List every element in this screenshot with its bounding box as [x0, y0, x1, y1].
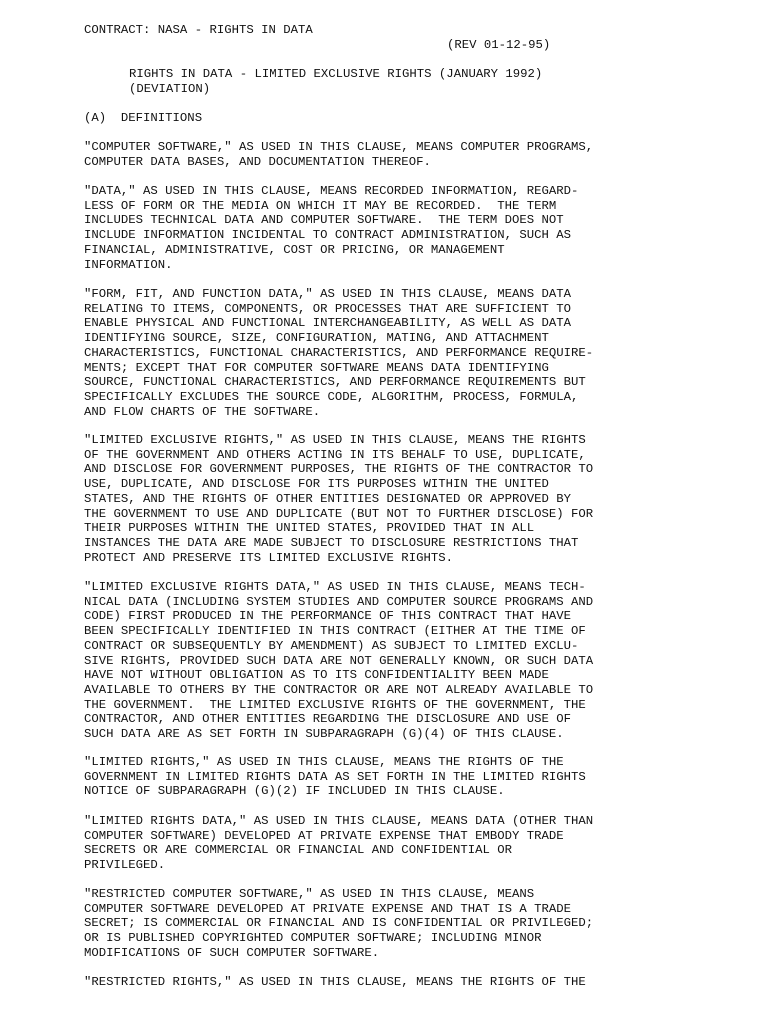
- definition-limited-exclusive-rights-data: "LIMITED EXCLUSIVE RIGHTS DATA," AS USED IN THIS CLAUSE, MEANS TECH- NICAL DATA (INCLUDING SYSTEM STUDIES AND COMPUTER SOURCE PROGRAMS AND CODE) FIRST PRODUCED IN THE PERFORMANCE OF THIS CONTRACT THAT HAVE BEEN SPECIFICALLY IDENTIFIED IN THIS CONTRACT (EITHER AT THE TIME OF CONTRACT OR SUBSEQUENTLY BY AMENDMENT) AS SUBJECT TO LIMITED EXCLU- SIVE RIGHTS, PROVIDED SUCH DATA ARE NOT GENERALLY KNOWN, OR SUCH DATA HAVE NOT WITHOUT OBLIGATION AS TO ITS CONFIDENTIALITY BEEN MADE AVAILABLE TO OTHERS BY THE CONTRACTOR OR ARE NOT ALREADY AVAILABLE TO THE GOVERNMENT. THE LIMITED EXCLUSIVE RIGHTS OF THE GOVERNMENT, THE CONTRACTOR, AND OTHER ENTITIES REGARDING THE DISCLOSURE AND USE OF SUCH DATA ARE AS SET FORTH IN SUBPARAGRAPH (G)(4) OF THIS CLAUSE.: [84, 580, 594, 742]
- section-heading: (A) DEFINITIONS: [84, 111, 203, 125]
- definition-limited-rights: "LIMITED RIGHTS," AS USED IN THIS CLAUSE, MEANS THE RIGHTS OF THE GOVERNMENT IN LIMITED RIGHTS DATA AS SET FORTH IN THE LIMITED RIGHTS NOTICE OF SUBPARAGRAPH (G)(2) IF INCLUDED IN THIS CLAUSE.: [84, 755, 586, 799]
- definition-restricted-computer-software: "RESTRICTED COMPUTER SOFTWARE," AS USED IN THIS CLAUSE, MEANS COMPUTER SOFTWARE DEVELOPED AT PRIVATE EXPENSE AND THAT IS A TRADE SECRET; IS COMMERCIAL OR FINANCIAL AND IS CONFIDENTIAL OR PRIVILEGED; OR IS PUBLISHED COPYRIGHTED COMPUTER SOFTWARE; INCLUDING MINOR MODIFICATIONS OF SUCH COMPUTER SOFTWARE.: [84, 887, 594, 960]
- clause-subtitle: (DEVIATION): [129, 82, 211, 96]
- definition-data: "DATA," AS USED IN THIS CLAUSE, MEANS RECORDED INFORMATION, REGARD- LESS OF FORM OR THE MEDIA ON WHICH IT MAY BE RECORDED. THE TERM INCLUDES TECHNICAL DATA AND COMPUTER SOFTWARE. THE TERM DOES NOT INCLUDE INFORMATION INCIDENTAL TO CONTRACT ADMINISTRATION, SUCH AS FINANCIAL, ADMINISTRATIVE, COST OR PRICING, OR MANAGEMENT INFORMATION.: [84, 184, 579, 272]
- definition-form-fit-function-data: "FORM, FIT, AND FUNCTION DATA," AS USED IN THIS CLAUSE, MEANS DATA RELATING TO ITEMS, COMPONENTS, OR PROCESSES THAT ARE SUFFICIENT TO ENABLE PHYSICAL AND FUNCTIONAL INTERCHANGEABILITY, AS WELL AS DATA IDENTIFYING SOURCE, SIZE, CONFIGURATION, MATING, AND ATTACHMENT CHARACTERISTICS, FUNCTIONAL CHARACTERISTICS, AND PERFORMANCE REQUIRE- MENTS; EXCEPT THAT FOR COMPUTER SOFTWARE MEANS DATA IDENTIFYING SOURCE, FUNCTIONAL CHARACTERISTICS, AND PERFORMANCE REQUIREMENTS BUT SPECIFICALLY EXCLUDES THE SOURCE CODE, ALGORITHM, PROCESS, FORMULA, AND FLOW CHARTS OF THE SOFTWARE.: [84, 287, 594, 419]
- revision-date: (REV 01-12-95): [447, 38, 551, 52]
- definition-limited-exclusive-rights: "LIMITED EXCLUSIVE RIGHTS," AS USED IN THIS CLAUSE, MEANS THE RIGHTS OF THE GOVERNMENT AND OTHERS ACTING IN ITS BEHALF TO USE, DUPLICATE, AND DISCLOSE FOR GOVERNMENT PURPOSES, THE RIGHTS OF THE CONTRACTOR TO USE, DUPLICATE, AND DISCLOSE FOR ITS PURPOSES WITHIN THE UNITED STATES, AND THE RIGHTS OF OTHER ENTITIES DESIGNATED OR APPROVED BY THE GOVERNMENT TO USE AND DUPLICATE (BUT NOT TO FURTHER DISCLOSE) FOR THEIR PURPOSES WITHIN THE UNITED STATES, PROVIDED THAT IN ALL INSTANCES THE DATA ARE MADE SUBJECT TO DISCLOSURE RESTRICTIONS THAT PROTECT AND PRESERVE ITS LIMITED EXCLUSIVE RIGHTS.: [84, 433, 594, 565]
- definition-computer-software: "COMPUTER SOFTWARE," AS USED IN THIS CLAUSE, MEANS COMPUTER PROGRAMS, COMPUTER DATA BASES, AND DOCUMENTATION THEREOF.: [84, 140, 594, 169]
- definition-limited-rights-data: "LIMITED RIGHTS DATA," AS USED IN THIS CLAUSE, MEANS DATA (OTHER THAN COMPUTER SOFTWARE) DEVELOPED AT PRIVATE EXPENSE THAT EMBODY TRADE SECRETS OR ARE COMMERCIAL OR FINANCIAL AND CONFIDENTIAL OR PRIVILEGED.: [84, 814, 594, 873]
- contract-header: CONTRACT: NASA - RIGHTS IN DATA: [84, 23, 313, 37]
- clause-title: RIGHTS IN DATA - LIMITED EXCLUSIVE RIGHTS (JANUARY 1992): [129, 67, 543, 81]
- definition-restricted-rights: "RESTRICTED RIGHTS," AS USED IN THIS CLAUSE, MEANS THE RIGHTS OF THE: [84, 975, 586, 989]
